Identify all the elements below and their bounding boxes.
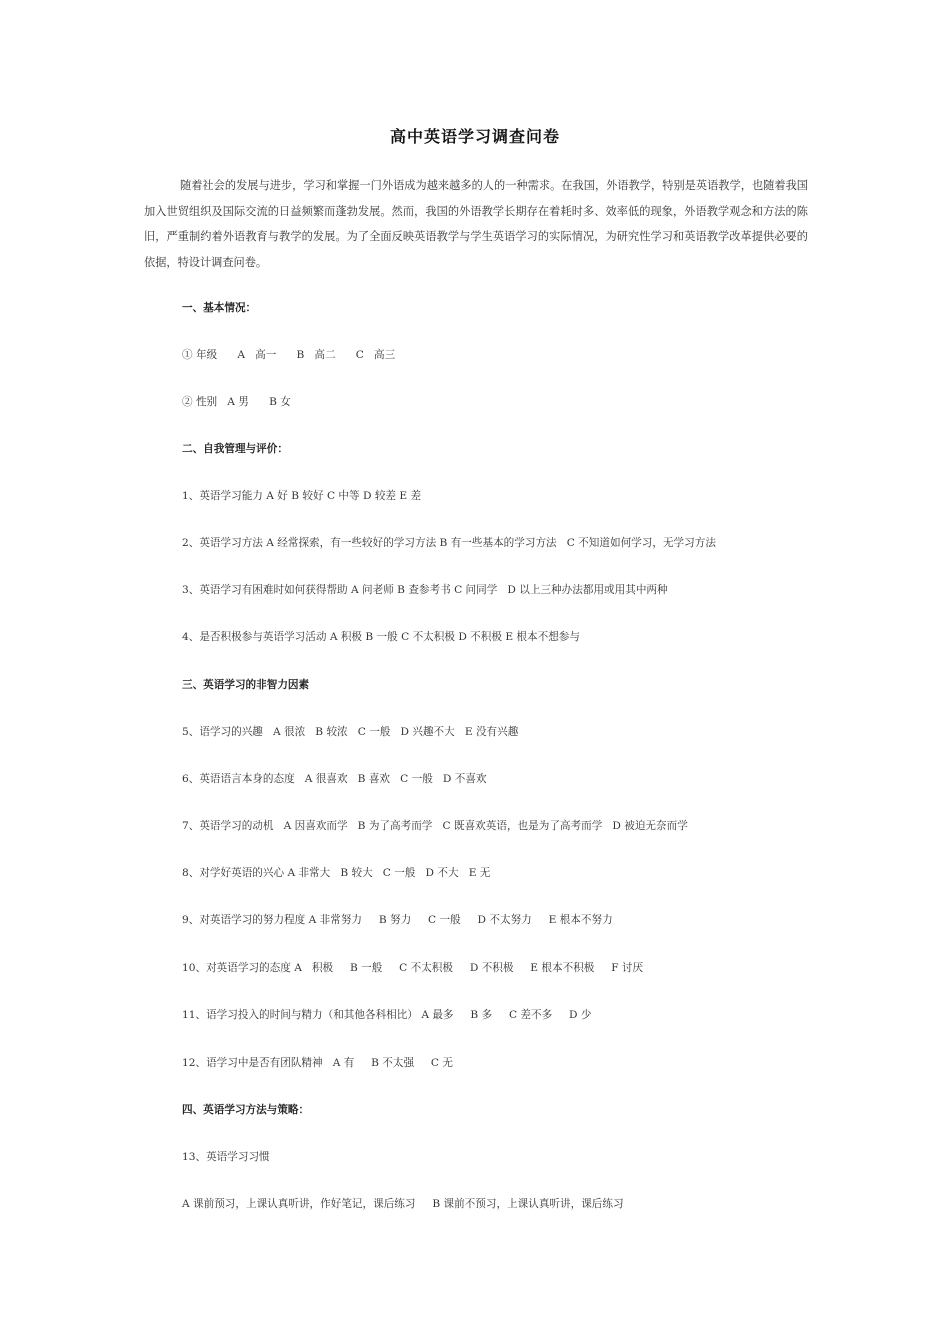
intro-paragraph: 随着社会的发展与进步，学习和掌握一门外语成为越来越多的人的一种需求。在我国，外语教学，特别是英语教学，也随着我国加入世贸组织及国际交流的日益频繁而蓬勃发展。然而，我国的外语教学长期存在着耗时多、效率低的现象，外语教学观念和方法的陈旧，严重制约着外语教育与教学的发展。为了全面反映英语教学与学生英语学习的实际情况，为研究性学习和英语教学改革提供必要的依据，特设计调查问卷。: [144, 179, 808, 269]
question-3: 3、英语学习有困难时如何获得帮助 A 问老师 B 查参考书 C 问同学 D 以上三种办法都用或用其中两种: [182, 584, 668, 596]
section-2-heading: 二、自我管理与评价：: [182, 443, 288, 455]
question-12: 12、语学习中是否有团队精神 A 有 B 不太强 C 无: [182, 1057, 453, 1069]
section-1-heading: 一、基本情况：: [182, 302, 257, 314]
question-4: 4、是否积极参与英语学习活动 A 积极 B 一般 C 不太积极 D 不积极 E 根本不想参与: [182, 631, 580, 643]
question-13-options: A 课前预习，上课认真听讲，作好笔记，课后练习 B 课前不预习，上课认真听讲，课后练习: [182, 1198, 624, 1210]
section-4-heading: 四、英语学习方法与策略：: [182, 1104, 310, 1116]
basic-gender: ② 性别 A 男 B 女: [182, 396, 291, 408]
question-11: 11、语学习投入的时间与精力（和其他各科相比） A 最多 B 多 C 差不多 D 少: [182, 1009, 592, 1021]
section-3-heading: 三、英语学习的非智力因素: [182, 679, 310, 691]
question-6: 6、英语语言本身的态度 A 很喜欢 B 喜欢 C 一般 D 不喜欢: [182, 773, 487, 785]
question-5: 5、语学习的兴趣 A 很浓 B 较浓 C 一般 D 兴趣不大 E 没有兴趣: [182, 726, 519, 738]
question-13: 13、英语学习习惯: [182, 1151, 270, 1163]
question-8: 8、对学好英语的兴心 A 非常大 B 较大 C 一般 D 不大 E 无: [182, 867, 491, 879]
question-9: 9、对英语学习的努力程度 A 非常努力 B 努力 C 一般 D 不太努力 E 根本不努力: [182, 914, 613, 926]
question-1: 1、英语学习能力 A 好 B 较好 C 中等 D 较差 E 差: [182, 490, 422, 502]
question-7: 7、英语学习的动机 A 因喜欢而学 B 为了高考而学 C 既喜欢英语，也是为了高考而学 D 被迫无奈而学: [182, 820, 688, 832]
question-2: 2、英语学习方法 A 经常探索，有一些较好的学习方法 B 有一些基本的学习方法 C 不知道如何学习，无学习方法: [182, 537, 716, 549]
page-title: 高中英语学习调查问卷: [389, 127, 560, 146]
question-10: 10、对英语学习的态度 A 积极 B 一般 C 不太积极 D 不积极 E 根本不积极 F 讨厌: [182, 962, 644, 974]
basic-grade: ① 年级 A 高一 B 高二 C 高三: [182, 349, 396, 361]
